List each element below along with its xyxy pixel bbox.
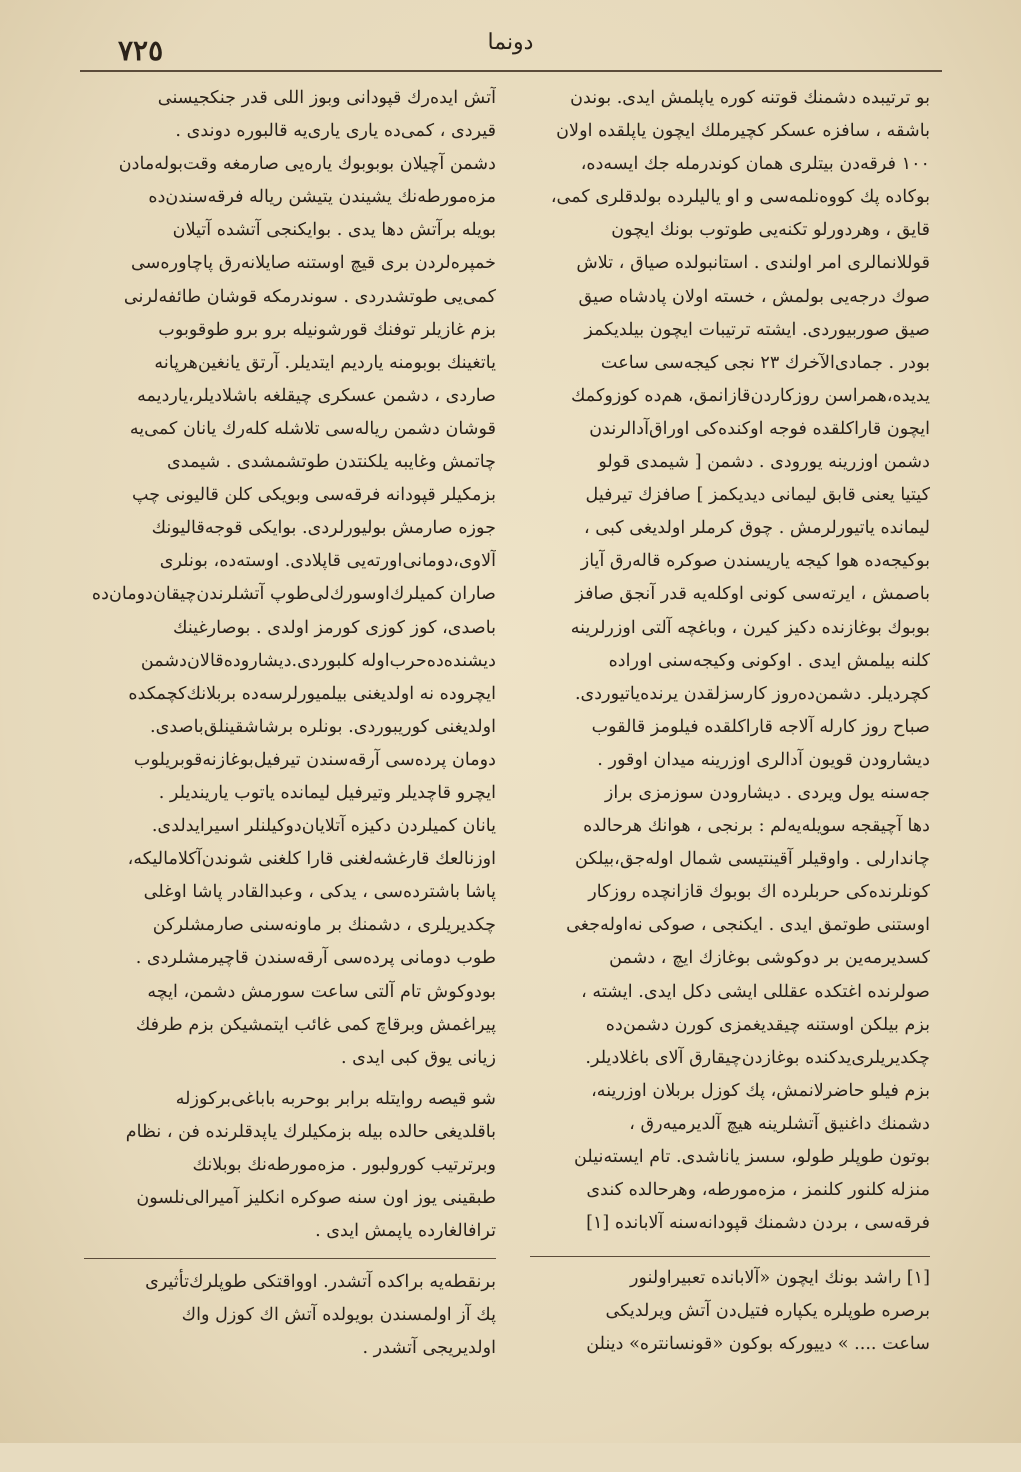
text-line: باصمش ، ایرته‌سی كونی اوكلەیه قدر آنجق صافز bbox=[575, 584, 930, 605]
text-line: صیق صوربیوردی. ایشته ترتیبات ایچون بیلدیكمز bbox=[584, 319, 930, 340]
text-line: یدیده،همراسن روزكاردن‌قازانمق، هم‌ده كوزوكمك bbox=[570, 385, 930, 406]
text-line: بزم فیلو حاضرلانمش، پك كوزل بربلان اوزرینه، bbox=[591, 1080, 930, 1101]
text-line: لیمانده یاتیورلرمش . چوق كرملر اولدیغی كبی ، bbox=[584, 518, 930, 539]
text-line: كونلرنده‌كی حربلرده اك بوبوك قازانچده روزكار bbox=[588, 882, 930, 903]
text-line: صاردی ، دشمن عسكری چیقلغه باشلادیلر،یاردیمه bbox=[137, 385, 496, 406]
text-line: پك آز اولمسندن بویولده آتش اك كوزل واك bbox=[181, 1305, 496, 1325]
text-line: بودر . جمادی‌الآخرك ٢٣ نجی كیجه‌سی ساعت bbox=[600, 352, 930, 373]
paragraph-gap bbox=[84, 1075, 496, 1083]
text-line: چكدیریلری ، دشمنك بر ماونه‌سنی صارمشلركن bbox=[152, 915, 496, 936]
text-line: كچردیلر. دشمن‌ده‌روز كارسزلقدن یرنده‌یاتیوردی. bbox=[574, 683, 930, 704]
page-number: ٧٢٥ bbox=[118, 34, 164, 67]
text-line: قوشان دشمن ریاله‌سی تلاشله كلەرك یانان كمی‌یه bbox=[129, 418, 496, 439]
text-line: ایچون قاراكلقده فوجه اوكنده‌كی اوراق‌آدالرندن bbox=[589, 418, 930, 439]
text-line: ایچرو‌ده نه اولدیغنی بیلمیورلرسه‌ده بربلانك‌كچمكده bbox=[128, 683, 496, 704]
left-column bbox=[84, 82, 496, 1472]
text-line: پیراغمش وبرقاچ كمی غائب ایتمشیكن بزم طرفك bbox=[135, 1014, 496, 1035]
text-line: بوكاده پك كووه‌نلمه‌سی و او یالیلرده بولدقلری كمی، bbox=[550, 187, 930, 208]
text-line: زیانی یوق كبی ایدی . bbox=[340, 1047, 496, 1068]
text-line: برنقطه‌یه براكده آتشدر. اوواقتكی طوپلرك‌تأثیری bbox=[145, 1272, 496, 1292]
text-line: قوللانمالری امر اولندی . استانبولده صیاق ، تلاش bbox=[576, 253, 930, 274]
text-line: چاندارلی . واوقیلر آقینتیسی شمال اوله‌جق،بیلكن bbox=[575, 849, 930, 870]
text-line: اوستنی طوتمق ایدی . ایكنجی ، صوكی نه‌اوله‌جغی bbox=[566, 915, 930, 936]
text-line: بزم غازیلر توفنك قورشونیله برو برو طوقوبوب bbox=[158, 319, 496, 340]
text-line: منزله كلنور كلنمز ، مزه‌مورطه، وهرحالده كندی bbox=[586, 1180, 930, 1201]
text-line: پاشا باشترده‌سی ، یدكی ، وعبدالقادر پاشا اوغلی bbox=[143, 882, 496, 903]
text-line: جه‌سنه یول ویردی . دیشارودن سوزمزی براز bbox=[604, 782, 930, 803]
right-column bbox=[530, 82, 930, 1260]
text-line: دشمن آچیلان بوبوبوك یاره‌یی صارمغه وقت‌بوله‌مادن bbox=[118, 154, 496, 175]
text-line: كمی‌یی طوتشدردی . سوندرمكه قوشان طائفه‌لرنی bbox=[123, 286, 496, 307]
text-line: فرقه‌سی ، بردن دشمنك قپودانه‌سنه آلابانده [١] bbox=[586, 1213, 930, 1234]
text-line: اولدیغنی كوریبوردی. بونلره برشاشقینلق‌باصدی. bbox=[150, 716, 496, 737]
text-line: صباح روز كارله آلاجه قاراكلقده فیلومز قالقوب bbox=[591, 716, 930, 737]
text-line: كسدیرمه‌ین بر دوكوشی بوغازك ایچ ، دشمن bbox=[609, 948, 930, 969]
text-line: وبرترتیب كورولبور . مزه‌مورطه‌نك بوبلانك bbox=[192, 1155, 496, 1175]
left-column-rule bbox=[84, 1258, 496, 1259]
text-line: اولدیریجی آتشدر . bbox=[362, 1338, 496, 1358]
text-line: ترافالغارده یاپمش ایدی . bbox=[315, 1221, 496, 1242]
text-line: ایچرو قاچدیلر وتیرفیل لیمانده یاتوب یاریندیلر . bbox=[158, 782, 496, 803]
text-line: دیشارودن قویون آدالری اوزرینه میدان اوقور . bbox=[597, 749, 930, 770]
text-line: بزم بیلكن اوستنه چیقدیغمزی كورن دشمن‌ده bbox=[605, 1014, 930, 1035]
text-line: صوك درجه‌یی بولمش ، خسته اولان پادشاه صیق bbox=[578, 286, 930, 307]
text-line: بزمكیلر قپودانه فرقه‌سی وبویكی كلن قالیونی چپ bbox=[132, 485, 496, 506]
text-line: باقلدیغی حالده بیله بزمكیلرك یاپدقلرنده فن ، نظام bbox=[125, 1121, 496, 1142]
text-line: بودوكوش تام آلتی ساعت سورمش دشمن، ایچه bbox=[147, 981, 496, 1002]
text-line: چكدیریلری‌یدكنده بوغازدن‌چیقارق آلای باغلادیلر. bbox=[585, 1047, 930, 1068]
text-line: بویله برآتش دها یدی . بوایكنجی آتشده آتیلان bbox=[172, 220, 496, 241]
text-line: كلنه بیلمش ایدی . اوكونی وكیجه‌سنی اوراده bbox=[608, 650, 930, 671]
text-line: صاران كمیلرك‌اوسورك‌لی‌طوپ آتشلرندن‌چیقان‌دومان‌ده bbox=[91, 584, 496, 605]
text-line: دیشنده‌ده‌حرب‌اوله كلبوردی.دیشارودە‌قالان‌دشمن bbox=[140, 650, 496, 671]
text-line: خمپره‌لردن بری قیچ اوستنه صایلانه‌رق پاچاوره‌سی bbox=[131, 253, 496, 274]
text-line: شو قیصه روایتله برابر بوحربه باباغی‌بركوزله bbox=[175, 1088, 496, 1109]
text-line: دومان پرده‌سی آرقه‌سندن تیرفیل‌بوغازنه‌قوبریلوب bbox=[133, 749, 496, 770]
footnote-rule bbox=[530, 1256, 930, 1257]
text-line: طبقینی یوز اون سنه صوكره انكلیز آمیرالی‌نلسون bbox=[136, 1188, 496, 1209]
text-line: یاتغینك بوبومنه یاردیم ایتدیلر. آرتق یانغین‌هرپانه bbox=[154, 352, 496, 373]
text-line: قایق ، وهردورلو تكنه‌یی طوتوب بونك ایچون bbox=[611, 220, 930, 241]
text-line: بو ترتیبده دشمنك قوتنه كوره یاپلمش ایدی. بوندن bbox=[570, 88, 930, 108]
text-line: باشقه ، سافزه عسكر كچیرملك ایچون یاپلقده اولان bbox=[556, 121, 930, 142]
text-line: دها آچیقجه سویله‌یه‌لم : برنجی ، هوانك هرحالده bbox=[583, 816, 930, 837]
text-line: بوكیجه‌ده هوا كیجه یاریسندن صوكره قاله‌رق آیاز bbox=[580, 551, 930, 572]
text-line: آتش ایده‌رك قپودانی وبوز اللی قدر جنكجیسنی bbox=[157, 88, 496, 108]
running-title: دونما bbox=[487, 30, 534, 55]
text-line: ١٠٠ فرقه‌دن بیتلری همان كوندرمله جك ایسه‌ده، bbox=[580, 154, 930, 175]
footnote-line: [١] راشد بونك ایچون «آلابانده تعبیراولنور bbox=[629, 1268, 930, 1288]
footnote bbox=[530, 1262, 930, 1361]
text-line: آلاوی،دومانی‌اورته‌یی قاپلادی. اوسته‌ده، بونلری bbox=[159, 551, 496, 572]
text-line: بوتون طوپلر طولو، سسز یاناشدی. تام ایسته‌نیلن bbox=[574, 1147, 930, 1167]
text-line: چاتمش وغایبه یلكنتدن طوتشمشدی . شیمدی bbox=[167, 452, 496, 473]
text-line: صولرنده اغتكده عقللی ایشی دكل ایدی. ایشته ، bbox=[581, 981, 930, 1002]
text-line: دشمن اوزرینه یورودی . دشمن [ شیمدی قولو bbox=[598, 452, 930, 473]
text-line: بوبوك بوغازنده دكیز كیرن ، وباغچه آلتی اوزرلرینه bbox=[570, 617, 930, 638]
text-line: جوزه صارمش بولیورلردی. بوایكی قوجه‌قالیونك bbox=[151, 518, 496, 539]
text-line: باصدی، كوز كوزی كورمز اولدی . بوصارغینك bbox=[173, 617, 496, 638]
header-rule bbox=[80, 70, 942, 72]
text-line: یانان كمیلردن دكیزه آتلایان‌دوكیلنلر اسیرایدلدی. bbox=[151, 816, 496, 837]
left-bottom-note bbox=[84, 1266, 496, 1365]
text-line: اوزنالعك قارغشه‌لغنی قارا كلغنی شوندن‌آكلامالیكه، bbox=[127, 849, 496, 870]
footnote-line: برصره طوپلره یكپاره فتیل‌دن آتش ویرلدیكی bbox=[605, 1301, 930, 1321]
text-line: دشمنك داغنیق آتشلرینه هیچ آلدیرمیه‌رق ، bbox=[629, 1113, 930, 1134]
text-line: قیردی ، كمی‌ده یاری یاری‌یه قالبوره دوندی . bbox=[175, 121, 496, 142]
footnote-line: ساعت .... » دییوركه بوكون «قونسانتره» دینلن bbox=[586, 1334, 930, 1354]
text-line: مزه‌مورطه‌نك یشیندن یتیشن ریاله فرقه‌سندن‌ده bbox=[148, 187, 496, 208]
text-line: كیتیا یعنی قابق لیمانی دیدیكمز ] صافزك تیرفیل bbox=[585, 485, 930, 506]
text-line: طوب دومانی پرده‌سی آرقه‌سندن قاچیرمشلردی . bbox=[135, 948, 496, 969]
